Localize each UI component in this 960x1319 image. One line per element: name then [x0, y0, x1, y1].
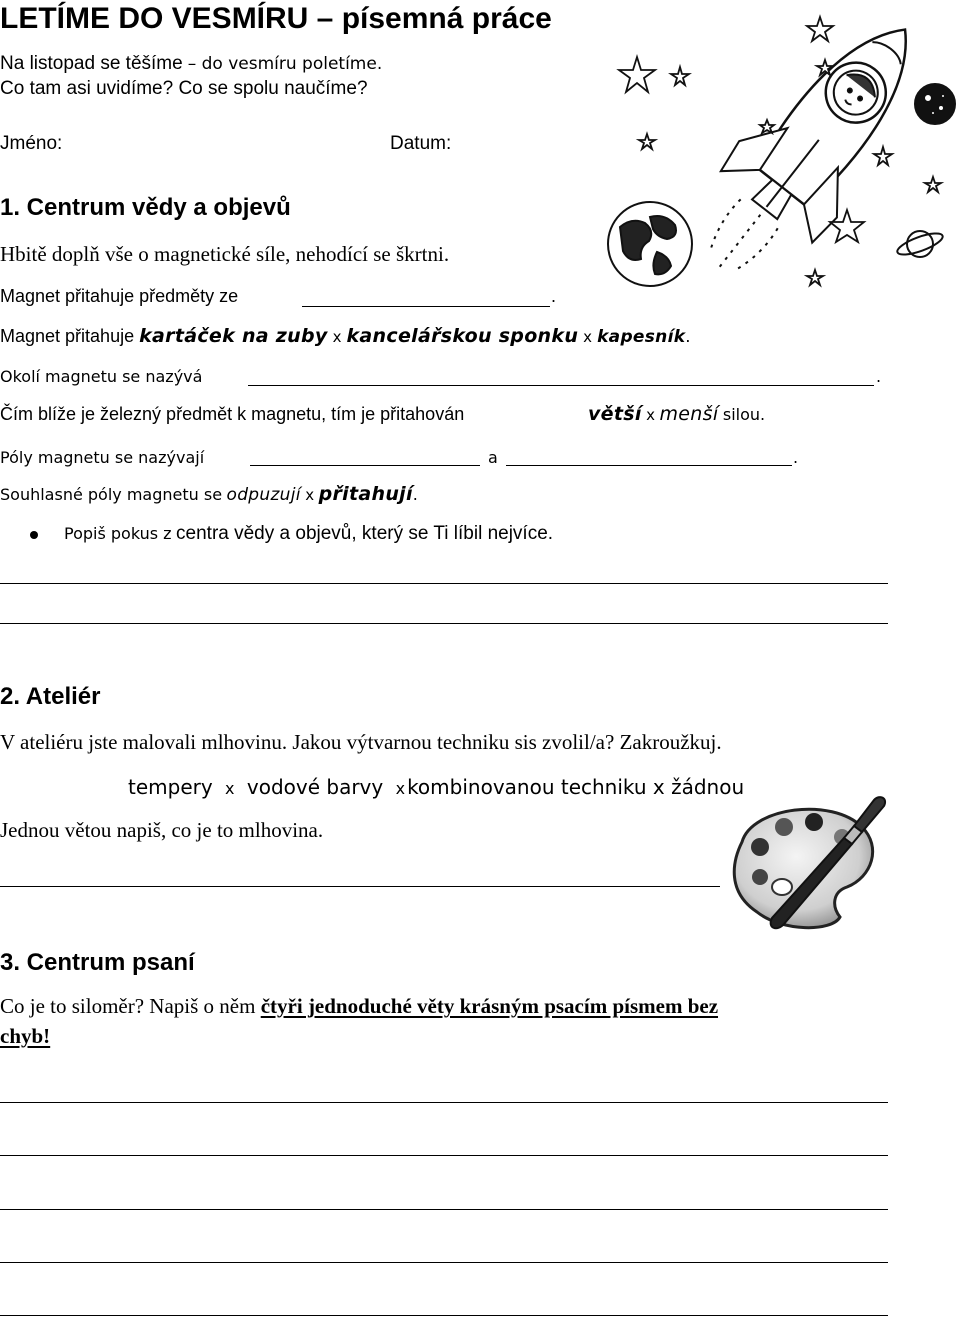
option-watercolor[interactable]: vodové barvy	[246, 775, 384, 799]
magnet-line-3-end: .	[876, 367, 882, 386]
option-combined[interactable]: kombinovanou techniku	[407, 775, 647, 799]
answer-line-nebula[interactable]	[0, 886, 720, 887]
magnet-line-5-mid: a	[488, 448, 498, 467]
answer-line-experiment-2[interactable]	[0, 623, 888, 624]
separator-x: x	[652, 775, 665, 799]
answer-line-pole-1[interactable]	[250, 465, 480, 466]
section2-question: V ateliéru jste malovali mlhovinu. Jakou výtvarnou techniku sis zvolil/a? Zakroužkuj.	[0, 730, 722, 754]
answer-line-pole-2[interactable]	[506, 465, 792, 466]
magnet-line-6	[0, 483, 418, 505]
answer-line-field[interactable]	[248, 385, 874, 386]
earth-icon	[608, 202, 692, 286]
option-handkerchief[interactable]: kapesník	[597, 327, 686, 347]
writing-line-1[interactable]	[0, 1102, 888, 1103]
section2-task: Jednou větou napiš, co je to mlhovina.	[0, 818, 324, 842]
section3-heading: 3. Centrum psaní	[0, 949, 195, 976]
intro-line-2: Co tam asi uvidíme? Co se spolu naučíme?	[0, 78, 368, 99]
magnet-line-2	[0, 325, 690, 347]
bullet-icon	[30, 531, 38, 539]
magnet-line-2-text: Magnet přitahuje	[0, 326, 135, 346]
magnet-line-1-end: .	[551, 286, 557, 306]
section3-question-plain: Co je to siloměr? Napiš o něm	[0, 994, 256, 1018]
date-label: Datum:	[390, 133, 452, 154]
writing-line-2[interactable]	[0, 1155, 888, 1156]
page-title: LETÍME DO VESMÍRU – písemná práce	[0, 2, 552, 35]
section3-question-emphasis: čtyři jednoduché věty krásným psacím písmem bez	[260, 994, 719, 1018]
answer-line-material[interactable]	[302, 306, 550, 307]
period: .	[412, 485, 418, 504]
section3-question-line-2	[0, 1024, 50, 1049]
option-smaller[interactable]: menší	[659, 403, 719, 425]
intro-line-1b: – do vesmíru poletíme.	[187, 54, 383, 74]
section1-instruction: Hbitě doplň vše o magnetické síle, nehodící se škrtni.	[0, 242, 450, 266]
magnet-line-1	[0, 286, 238, 307]
saturn-icon	[895, 229, 945, 259]
intro-line-1	[0, 53, 382, 75]
bullet-text-b: centra vědy a objevů, který se Ti líbil nejvíce.	[176, 523, 554, 544]
bullet-text-a: Popiš pokus z	[64, 524, 172, 543]
option-paperclip[interactable]: kancelářskou sponku	[346, 325, 579, 347]
separator-x: x	[395, 779, 406, 798]
option-attract[interactable]: přitahují	[318, 483, 413, 505]
bullet-item	[30, 523, 553, 545]
magnet-line-4-end: silou.	[722, 405, 766, 424]
section3-question-line-1	[0, 994, 718, 1019]
magnet-line-5-end: .	[793, 448, 799, 467]
separator-x: x	[646, 406, 656, 424]
option-bigger[interactable]: větší	[588, 403, 642, 425]
period: .	[685, 326, 691, 346]
magnet-line-4-text: Čím blíže je železný předmět k magnetu, tím je přitahován	[0, 404, 465, 424]
moon-icon	[915, 84, 955, 124]
magnet-line-1-text: Magnet přitahuje předměty ze	[0, 286, 239, 306]
separator-x: x	[305, 486, 315, 504]
option-none[interactable]: žádnou	[671, 775, 745, 799]
section2-heading: 2. Ateliér	[0, 683, 101, 710]
rocket-illustration	[595, 12, 960, 312]
answer-line-experiment-1[interactable]	[0, 583, 888, 584]
magnet-line-4-options	[588, 403, 765, 425]
writing-line-4[interactable]	[0, 1262, 888, 1263]
magnet-line-5-text: Póly magnetu se nazývají	[0, 448, 205, 467]
separator-x: x	[583, 328, 593, 346]
magnet-line-6-text: Souhlasné póly magnetu se	[0, 485, 223, 504]
intro-line-1a: Na listopad se těšíme	[0, 53, 183, 74]
magnet-line-4	[0, 404, 464, 425]
writing-line-5[interactable]	[0, 1315, 888, 1316]
section1-heading: 1. Centrum vědy a objevů	[0, 194, 291, 221]
option-repel[interactable]: odpuzují	[226, 485, 301, 505]
section3-question-emphasis-2: chyb!	[0, 1024, 51, 1048]
writing-line-3[interactable]	[0, 1209, 888, 1210]
separator-x: x	[225, 779, 235, 798]
paint-palette-icon	[722, 792, 890, 937]
separator-x: x	[332, 328, 342, 346]
option-toothbrush[interactable]: kartáček na zuby	[139, 325, 328, 347]
name-label: Jméno:	[0, 133, 63, 154]
magnet-line-3-text: Okolí magnetu se nazývá	[0, 367, 203, 386]
option-tempera[interactable]: tempery	[128, 775, 213, 799]
technique-options	[128, 775, 744, 799]
